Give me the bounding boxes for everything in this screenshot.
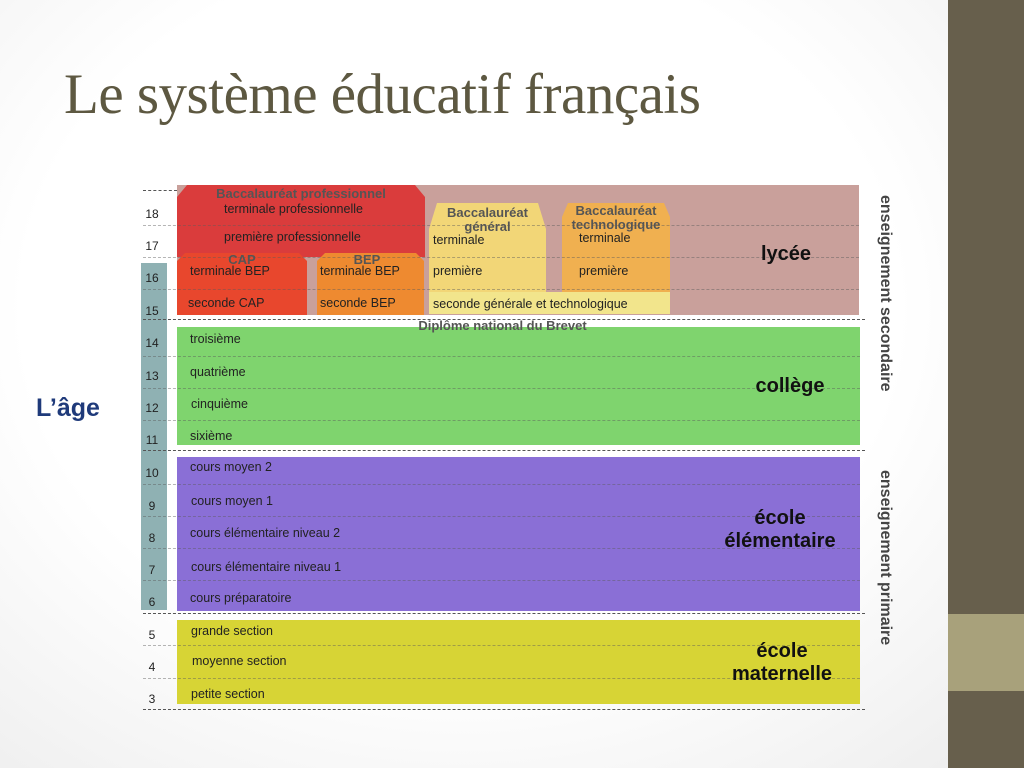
age-tick: 13 — [145, 369, 159, 383]
age-tick: 17 — [145, 239, 159, 253]
lycee-title: lycée — [760, 243, 812, 265]
bac-techno-caption: Baccalauréat technologique — [571, 203, 661, 232]
band-line — [143, 484, 860, 485]
primaire-side-label: enseignement primaire — [877, 470, 894, 646]
grade-premiere-general: première — [433, 264, 483, 278]
age-tick: 14 — [145, 336, 159, 350]
age-tick: 18 — [145, 207, 159, 221]
age-tick: 12 — [145, 401, 159, 415]
band-line — [143, 289, 859, 290]
cap-caption: CAP — [228, 252, 256, 267]
age-tick: 6 — [148, 595, 156, 609]
grade-terminale-general: terminale — [433, 233, 485, 247]
grade-terminale-bep-cap: terminale BEP — [190, 264, 270, 278]
grade-troisieme: troisième — [190, 332, 241, 346]
grade-ce1: cours élémentaire niveau 1 — [191, 560, 342, 574]
bac-pro-caption: Baccalauréat professionnel — [216, 186, 386, 201]
band-line — [143, 356, 860, 357]
grade-seconde-cap: seconde CAP — [188, 296, 265, 310]
grade-cinquieme: cinquième — [191, 397, 248, 411]
grade-ce2: cours élémentaire niveau 2 — [190, 526, 341, 540]
age-tick: 10 — [145, 466, 159, 480]
grade-cp: cours préparatoire — [190, 591, 292, 605]
bep-caption: BEP — [353, 252, 381, 267]
grade-cm2: cours moyen 2 — [190, 460, 272, 474]
bac-general-caption: Baccalauréat général — [447, 205, 528, 234]
college-title: collège — [755, 375, 825, 397]
grade-seconde-gt: seconde générale et technologique — [433, 297, 628, 311]
age-tick: 3 — [148, 692, 156, 706]
age-tick: 5 — [148, 628, 156, 642]
separator-top — [143, 190, 177, 191]
grade-moyenne-section: moyenne section — [192, 654, 287, 668]
grade-premiere-techno: première — [579, 264, 629, 278]
grade-petite-section: petite section — [191, 687, 265, 701]
separator-college-bottom — [143, 450, 865, 451]
grade-cm1: cours moyen 1 — [191, 494, 273, 508]
separator-bottom — [143, 709, 865, 710]
grade-terminale-pro: terminale professionnelle — [224, 202, 363, 216]
grade-sixieme: sixième — [190, 429, 233, 443]
age-tick: 11 — [145, 433, 159, 447]
grade-terminale-bep: terminale BEP — [320, 264, 400, 278]
age-tick: 8 — [148, 531, 156, 545]
grade-quatrieme: quatrième — [190, 365, 246, 379]
sidebar-accent-panel — [948, 614, 1024, 691]
band-line — [143, 580, 860, 581]
maternelle-title: école maternelle — [731, 640, 833, 685]
elementaire-title: école élémentaire — [724, 507, 836, 552]
brevet-caption: Diplôme national du Brevet — [418, 318, 587, 333]
grade-premiere-pro: première professionnelle — [224, 230, 361, 244]
grade-terminale-techno: terminale — [579, 231, 631, 245]
band-line — [143, 420, 860, 421]
age-tick: 16 — [145, 271, 159, 285]
age-tick: 9 — [148, 499, 156, 513]
secondaire-side-label: enseignement secondaire — [877, 195, 894, 392]
age-tick: 7 — [148, 563, 156, 577]
grade-grande-section: grande section — [191, 624, 274, 638]
page-title: Le système éducatif français — [64, 63, 701, 126]
separator-primaire — [143, 613, 865, 614]
grade-seconde-bep: seconde BEP — [320, 296, 396, 310]
age-tick: 4 — [148, 660, 156, 674]
age-tick: 15 — [145, 304, 159, 318]
age-axis-label: L’âge — [36, 394, 100, 422]
